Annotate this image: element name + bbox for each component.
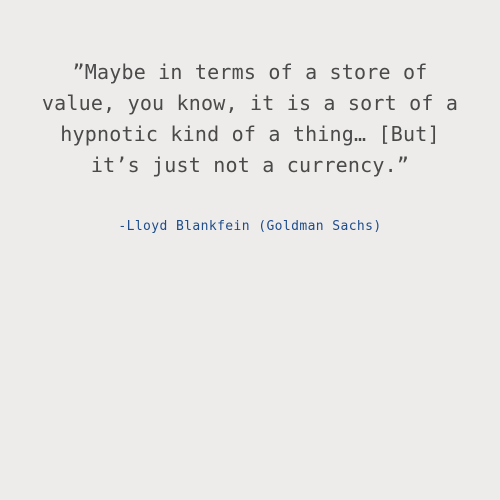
quote-attribution: -Lloyd Blankfein (Goldman Sachs) xyxy=(118,219,382,234)
quote-line-4: it’s just not a currency.” xyxy=(90,153,410,177)
quote-line-1: ”Maybe in terms of a store of xyxy=(72,60,428,84)
quote-line-2: value, you know, it is a sort of a xyxy=(41,91,459,115)
quote-line-3: hypnotic kind of a thing… [But] xyxy=(60,122,440,146)
